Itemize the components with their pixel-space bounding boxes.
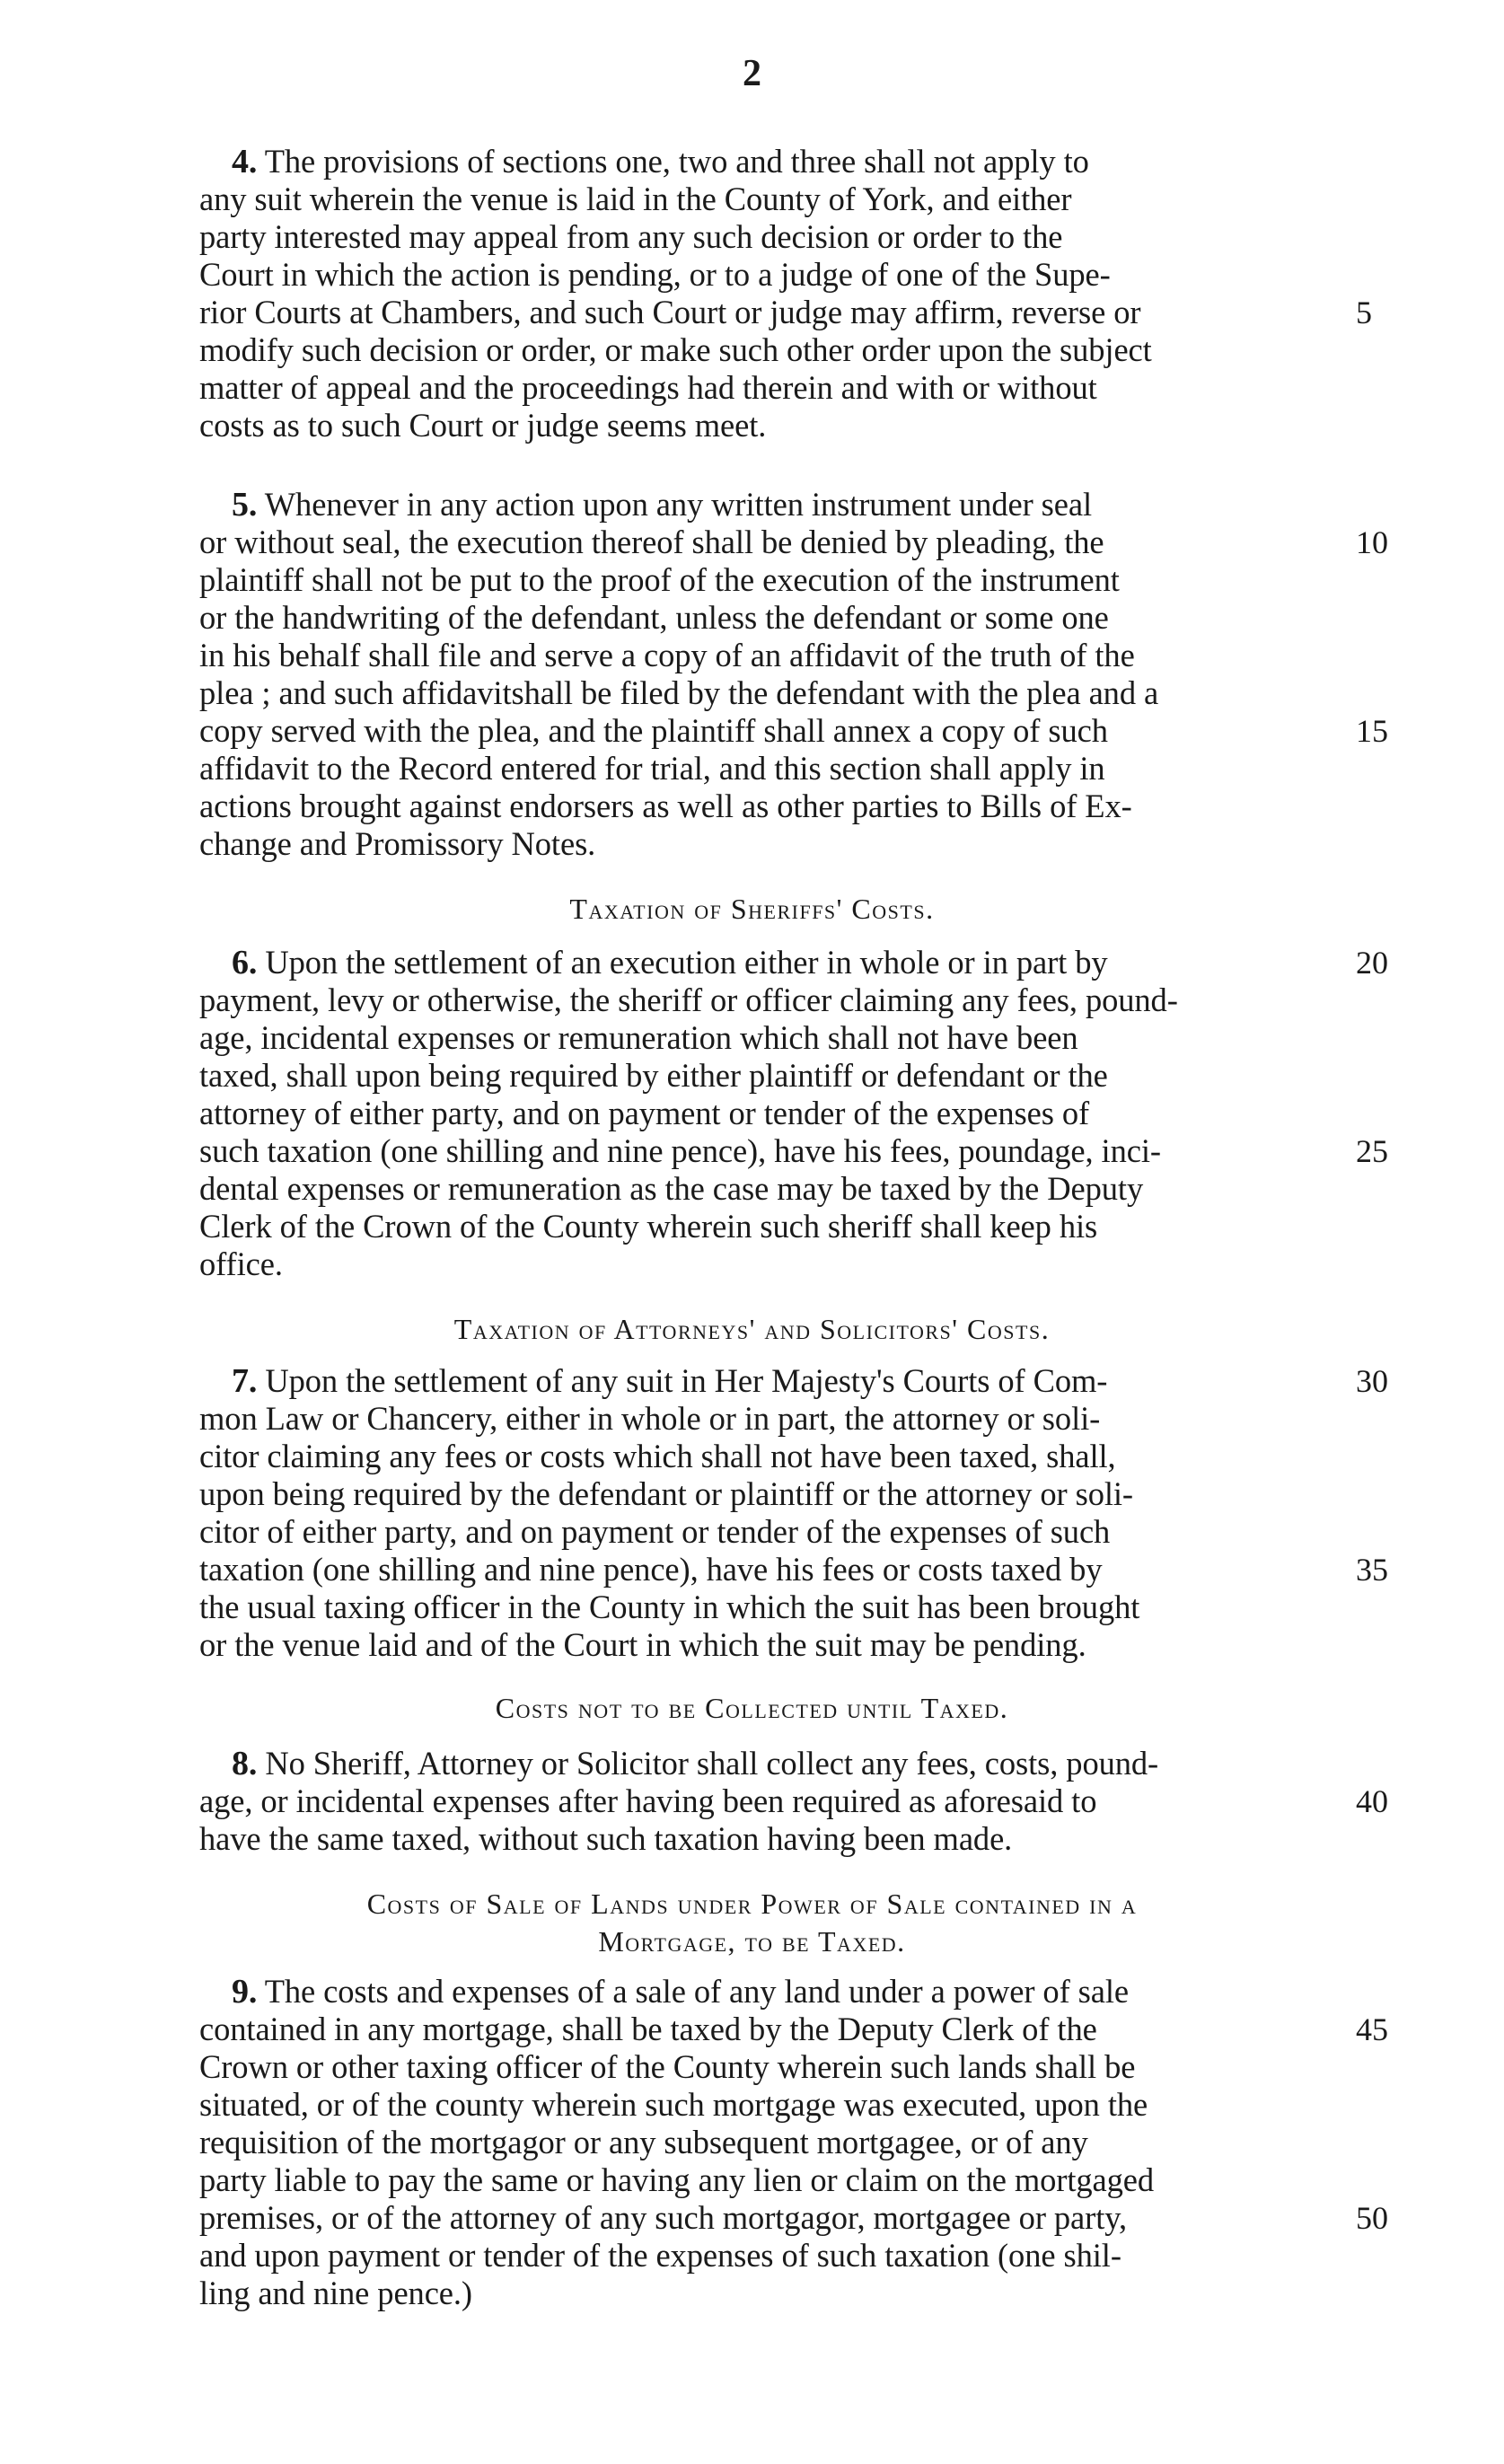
section-5-line-3: plaintiff shall not be put to the proof of the execution of the instrument [199,561,1120,598]
section-9-line-3: Crown or other taxing officer of the County wherein such lands shall be [199,2048,1136,2085]
section-number: 4. [232,143,258,180]
section-7-line-3: citor claiming any fees or costs which shall not have been taxed, shall, [199,1438,1116,1474]
section-5-line-5: in his behalf shall file and serve a copy of an affidavit of the truth of the [199,637,1135,673]
section-6-line-1: 6. Upon the settlement of an execution either in whole or in part by [232,944,1108,981]
section-4-line-4: Court in which the action is pending, or to a judge of one of the Supe- [199,256,1111,293]
section-6-line-9: office. [199,1245,283,1282]
section-4-line-1: 4. The provisions of sections one, two and three shall not apply to [232,143,1089,180]
section-5-line-7: copy served with the plea, and the plaintiff shall annex a copy of such [199,712,1108,749]
section-5-line-9: actions brought against endorsers as well as other parties to Bills of Ex- [199,788,1132,824]
section-8-line-2: age, or incidental expenses after having been required as aforesaid to [199,1782,1097,1819]
section-9-line-7: premises, or of the attorney of any such mortgagor, mortgagee or party, [199,2199,1128,2236]
section-number: 7. [232,1362,258,1400]
section-5-line-8: affidavit to the Record entered for trial, and this section shall apply in [199,750,1105,787]
margin-line-number: 10 [1356,524,1388,560]
section-4-line-2: any suit wherein the venue is laid in the County of York, and either [199,180,1072,217]
section-9-line-5: requisition of the mortgagor or any subsequent mortgagee, or of any [199,2124,1088,2160]
section-7-line-5: citor of either party, and on payment or tender of the expenses of such [199,1513,1111,1550]
section-heading: Taxation of Attorneys' and Solicitors' Costs. [453,1313,1051,1345]
section-6-line-6: such taxation (one shilling and nine pence), have his fees, poundage, inci- [199,1132,1161,1169]
section-7-line-7: the usual taxing officer in the County in which the suit has been brought [199,1588,1140,1625]
section-7-line-8: or the venue laid and of the Court in which the suit may be pending. [199,1626,1086,1663]
section-5-line-4: or the handwriting of the defendant, unless the defendant or some one [199,599,1109,636]
section-6-line-5: attorney of either party, and on payment or tender of the expenses of [199,1095,1090,1131]
margin-line-number: 15 [1356,713,1388,749]
section-9-line-2: contained in any mortgage, shall be taxed by the Deputy Clerk of the [199,2011,1097,2047]
margin-line-number: 5 [1356,295,1372,330]
section-9-line-1: 9. The costs and expenses of a sale of any land under a power of sale [232,1973,1130,2011]
page-number: 2 [743,53,761,94]
section-heading: Costs of Sale of Lands under Power of Sale contained in a [366,1888,1138,1920]
section-7-line-1: 7. Upon the settlement of any suit in Her Majesty's Courts of Com- [232,1362,1108,1400]
section-9-line-8: and upon payment or tender of the expenses of such taxation (one shil- [199,2237,1121,2274]
section-9-line-4: situated, or of the county wherein such mortgage was executed, upon the [199,2086,1148,2123]
margin-line-number: 45 [1356,2011,1388,2047]
section-8-line-3: have the same taxed, without such taxation having been made. [199,1820,1013,1857]
section-4-line-6: modify such decision or order, or make such other order upon the subject [199,331,1152,368]
section-5-line-1: 5. Whenever in any action upon any written instrument under seal [232,486,1093,524]
section-7-line-4: upon being required by the defendant or plaintiff or the attorney or soli- [199,1475,1133,1512]
margin-line-number: 30 [1356,1363,1388,1399]
margin-line-number: 50 [1356,2200,1388,2236]
section-4-line-7: matter of appeal and the proceedings had therein and with or without [199,369,1097,406]
section-5-line-10: change and Promissory Notes. [199,825,596,862]
section-heading: Taxation of Sheriffs' Costs. [569,893,935,925]
section-6-line-8: Clerk of the Crown of the County wherein such sheriff shall keep his [199,1208,1098,1245]
section-4-line-8: costs as to such Court or judge seems meet. [199,407,767,444]
section-number: 9. [232,1973,258,2011]
margin-line-number: 35 [1356,1552,1388,1588]
margin-line-number: 25 [1356,1133,1388,1169]
section-9-line-6: party liable to pay the same or having any lien or claim on the mortgaged [199,2161,1155,2198]
section-6-line-3: age, incidental expenses or remuneration which shall not have been [199,1019,1078,1056]
section-5-line-2: or without seal, the execution thereof shall be denied by pleading, the [199,524,1104,560]
section-6-line-2: payment, levy or otherwise, the sheriff or officer claiming any fees, pound- [199,981,1178,1018]
section-heading-continued: Mortgage, to be Taxed. [598,1925,906,1958]
margin-line-number: 40 [1356,1783,1388,1819]
section-number: 8. [232,1745,258,1782]
section-9-line-9: ling and nine pence.) [199,2275,472,2311]
section-heading: Costs not to be Collected until Taxed. [495,1692,1009,1724]
section-6-line-4: taxed, shall upon being required by either plaintiff or defendant or the [199,1057,1108,1094]
section-number: 6. [232,944,258,981]
section-7-line-6: taxation (one shilling and nine pence), have his fees or costs taxed by [199,1551,1103,1588]
section-number: 5. [232,486,258,524]
section-8-line-1: 8. No Sheriff, Attorney or Solicitor shall collect any fees, costs, pound- [232,1745,1159,1782]
section-7-line-2: mon Law or Chancery, either in whole or in part, the attorney or soli- [199,1400,1101,1437]
section-4-line-3: party interested may appeal from any such decision or order to the [199,218,1063,255]
margin-line-number: 20 [1356,945,1388,981]
section-6-line-7: dental expenses or remuneration as the case may be taxed by the Deputy [199,1170,1144,1207]
section-4-line-5: rior Courts at Chambers, and such Court or judge may affirm, reverse or [199,294,1141,330]
section-5-line-6: plea ; and such affidavitshall be filed by the defendant with the plea and a [199,674,1159,711]
